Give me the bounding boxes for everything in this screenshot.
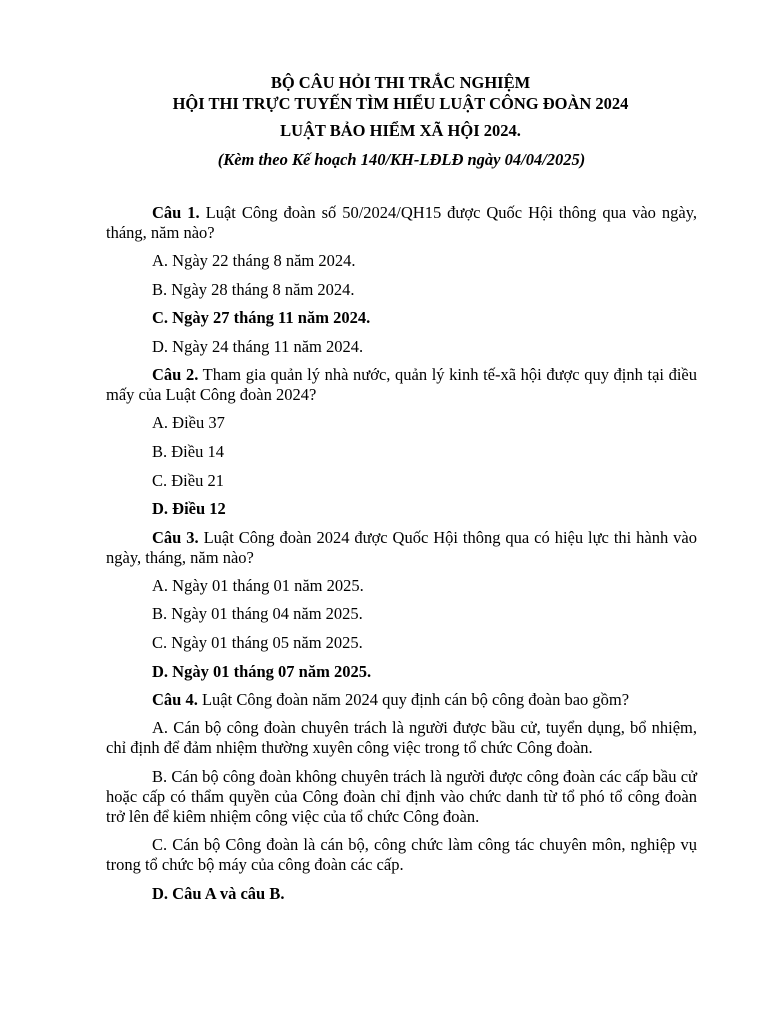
option-b: B. Ngày 28 tháng 8 năm 2024.: [152, 279, 355, 299]
header-title-line-1: BỘ CÂU HỎI THI TRẮC NGHIỆM: [270, 73, 531, 92]
question-number: Câu 4.: [152, 690, 198, 710]
question-3: [106, 528, 697, 568]
question-number: Câu 1.: [152, 203, 200, 222]
option-c: C. Ngày 01 tháng 05 năm 2025.: [152, 632, 363, 652]
header-subtitle: (Kèm theo Kế hoạch 140/KH-LĐLĐ ngày 04/04/2025): [217, 150, 586, 169]
option-a: A. Ngày 01 tháng 01 năm 2025.: [152, 575, 364, 595]
option-d-correct: D. Ngày 01 tháng 07 năm 2025.: [152, 661, 372, 681]
option-b: B. Cán bộ công đoàn không chuyên trách là người được công đoàn các cấp bầu cử hoặc cấp có thẩm quyền của Công đoàn chỉ định vào chức danh từ tổ phó tổ công đoàn trở lên để kiêm nhiệm công việc của tổ chức Công đoàn.: [106, 766, 697, 826]
option-c: C. Điều 21: [152, 470, 224, 490]
option-b: B. Điều 14: [152, 441, 224, 461]
header-title-line-3: LUẬT BẢO HIỂM XÃ HỘI 2024.: [280, 121, 521, 140]
option-a: A. Ngày 22 tháng 8 năm 2024.: [152, 251, 356, 270]
option-c-correct: C. Ngày 27 tháng 11 năm 2024.: [152, 308, 371, 328]
option-d-correct: D. Câu A và câu B.: [152, 883, 285, 903]
question-2: [106, 365, 697, 405]
question-text: Luật Công đoàn 2024 được Quốc Hội thông qua có hiệu lực thi hành vào ngày, tháng, năm nào?: [106, 527, 697, 567]
document-header: [104, 72, 697, 141]
question-text: Tham gia quản lý nhà nước, quản lý kinh tế-xã hội được quy định tại điều mấy của Luật Công đoàn 2024?: [106, 365, 697, 405]
option-d: D. Ngày 24 tháng 11 năm 2024.: [152, 336, 364, 356]
question-text: Luật Công đoàn số 50/2024/QH15 được Quốc Hội thông qua vào ngày, tháng, năm nào?: [106, 203, 698, 242]
header-title-line-2: HỘI THI TRỰC TUYẾN TÌM HIỂU LUẬT CÔNG ĐOÀN 2024: [172, 94, 629, 113]
option-b: B. Ngày 01 tháng 04 năm 2025.: [152, 604, 363, 624]
question-list: [106, 203, 697, 904]
question-4: [106, 690, 697, 710]
option-a: A. Cán bộ công đoàn chuyên trách là người được bầu cử, tuyển dụng, bổ nhiệm, chỉ định để đảm nhiệm thường xuyên công việc trong tổ chức Công đoàn.: [106, 718, 697, 758]
question-text: Luật Công đoàn năm 2024 quy định cán bộ công đoàn bao gồm?: [197, 690, 630, 710]
question-number: Câu 2.: [152, 365, 199, 385]
option-c: C. Cán bộ Công đoàn là cán bộ, công chức làm công tác chuyên môn, nghiệp vụ trong tổ chức bộ máy của công đoàn các cấp.: [106, 835, 697, 875]
option-d-correct: D. Điều 12: [152, 499, 226, 519]
question-number: Câu 3.: [152, 527, 199, 547]
option-a: A. Điều 37: [152, 413, 225, 433]
question-1: [106, 203, 697, 243]
